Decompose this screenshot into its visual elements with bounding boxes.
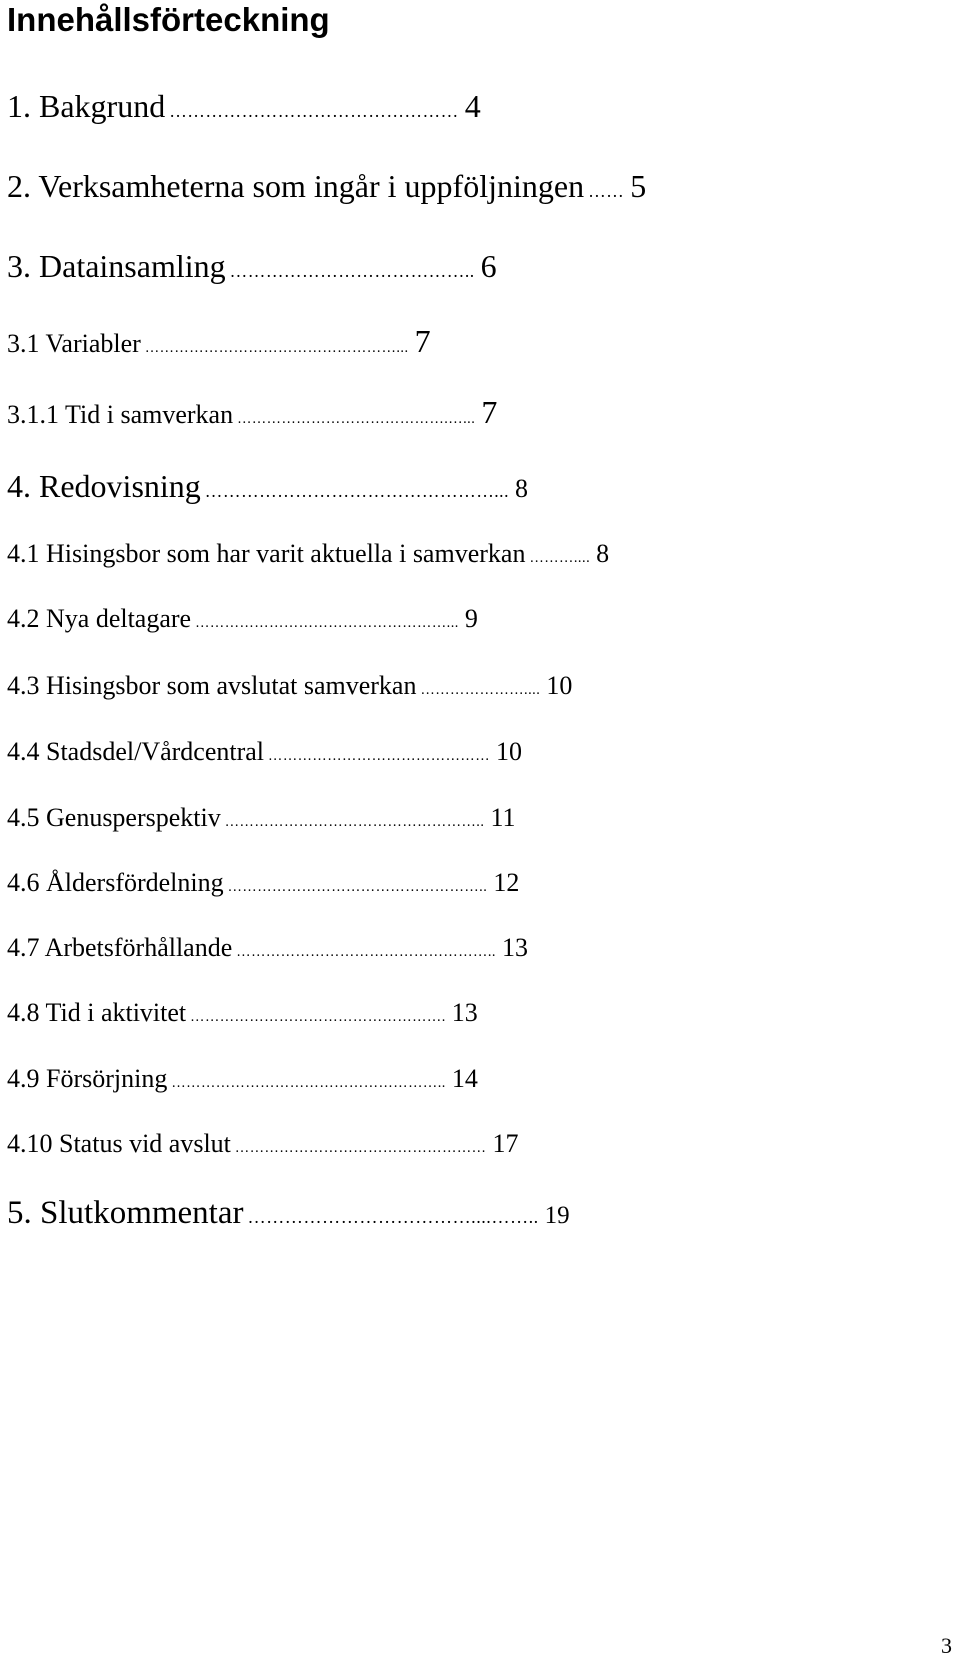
toc-leader: ……………………………………………. — [190, 1009, 446, 1025]
toc-entry-forsorjning[interactable] — [7, 1066, 478, 1092]
toc-page-number: 14 — [451, 1064, 478, 1093]
toc-entry-title: 4. Redovisning — [7, 468, 201, 504]
toc-page-number: 13 — [451, 998, 478, 1027]
toc-page-number: 8 — [596, 539, 610, 568]
toc-entry-title: 3. Datainsamling — [7, 248, 226, 284]
toc-page-number: 7 — [414, 323, 431, 359]
toc-leader: ………………………………………… — [169, 101, 459, 121]
toc-entry-title: 1. Bakgrund — [7, 88, 166, 124]
toc-entry-bakgrund[interactable] — [7, 90, 481, 122]
toc-leader: ……………………………………… — [268, 748, 490, 764]
toc-leader: ………………….... — [420, 682, 541, 698]
toc-entry-redovisning[interactable] — [7, 470, 528, 502]
toc-page-number: 6 — [480, 248, 497, 284]
toc-entry-nya-deltagare[interactable] — [7, 606, 478, 632]
toc-page-number: 8 — [514, 474, 528, 503]
toc-entry-title: 4.6 Åldersfördelning — [7, 868, 224, 897]
toc-page-number: 19 — [544, 1202, 570, 1229]
toc-leader: ……………………………………………... — [144, 340, 409, 356]
toc-entry-title: 4.10 Status vid avslut — [7, 1129, 231, 1158]
toc-entry-hisingsbor-aktuella[interactable] — [7, 541, 609, 567]
toc-entry-title: 4.4 Stadsdel/Vårdcentral — [7, 737, 265, 766]
toc-entry-title: 4.8 Tid i aktivitet — [7, 998, 187, 1027]
toc-leader: ……………………………………………... — [195, 615, 459, 631]
toc-entry-title: 2. Verksamheterna som ingår i uppföljningen — [7, 168, 585, 204]
toc-page-number: 11 — [490, 803, 516, 832]
toc-entry-title: 5. Slutkommentar — [7, 1195, 244, 1231]
toc-leader: ……….... — [529, 550, 591, 566]
toc-page-number: 9 — [464, 604, 478, 633]
toc-entry-variabler[interactable] — [7, 325, 431, 357]
toc-leader: ………………………………….. — [229, 261, 475, 281]
toc-leader: …………………………………………… — [234, 1140, 487, 1156]
toc-entry-title: 4.9 Försörjning — [7, 1064, 168, 1093]
toc-entry-aldersfordelning[interactable] — [7, 870, 519, 896]
page-number: 3 — [941, 1633, 952, 1658]
toc-leader: …………………………………………….. — [224, 814, 485, 830]
toc-page-number: 5 — [630, 168, 647, 204]
toc-entry-title: 4.5 Genusperspektiv — [7, 803, 221, 832]
toc-leader: …………………………………………... — [204, 481, 509, 501]
toc-entry-title: 4.3 Hisingsbor som avslutat samverkan — [7, 671, 417, 700]
toc-entry-hisingsbor-avslutat[interactable] — [7, 673, 572, 699]
toc-entry-arbetsforhallande[interactable] — [7, 935, 528, 961]
toc-leader: …… — [588, 181, 625, 201]
toc-entry-tid-i-aktivitet[interactable] — [7, 1000, 478, 1026]
toc-entry-title: 4.2 Nya deltagare — [7, 604, 192, 633]
toc-entry-title: 4.7 Arbetsförhållande — [7, 933, 233, 962]
toc-entry-stadsdel-vardcentral[interactable] — [7, 739, 522, 765]
toc-page-number: 7 — [481, 394, 498, 430]
toc-page-number: 4 — [464, 88, 481, 124]
toc-entry-title: 3.1 Variabler — [7, 329, 141, 358]
toc-entry-title: 3.1.1 Tid i samverkan — [7, 400, 234, 429]
toc-entry-datainsamling[interactable] — [7, 250, 497, 282]
toc-leader: …………………………………………….. — [227, 879, 488, 895]
toc-entry-title: 4.1 Hisingsbor som har varit aktuella i samverkan — [7, 539, 526, 568]
toc-page-number: 10 — [495, 737, 522, 766]
toc-entry-slutkommentar[interactable] — [7, 1197, 570, 1230]
toc-leader: …………………………………….…... — [237, 411, 476, 427]
toc-page-number: 13 — [501, 933, 528, 962]
toc-entry-genusperspektiv[interactable] — [7, 805, 516, 831]
toc-leader: ………………………………....…….. — [247, 1207, 539, 1227]
toc-leader: ……………………………………………….. — [171, 1075, 446, 1091]
toc-leader: …………………………………………….. — [236, 944, 496, 960]
toc-page-number: 10 — [546, 671, 573, 700]
toc-entry-tid-i-samverkan[interactable] — [7, 396, 497, 428]
toc-page-number: 17 — [492, 1129, 519, 1158]
page-title: Innehållsförteckning — [7, 1, 330, 38]
toc-entry-status-vid-avslut[interactable] — [7, 1131, 518, 1157]
toc-entry-verksamheterna[interactable] — [7, 170, 646, 202]
toc-page-number: 12 — [493, 868, 520, 897]
